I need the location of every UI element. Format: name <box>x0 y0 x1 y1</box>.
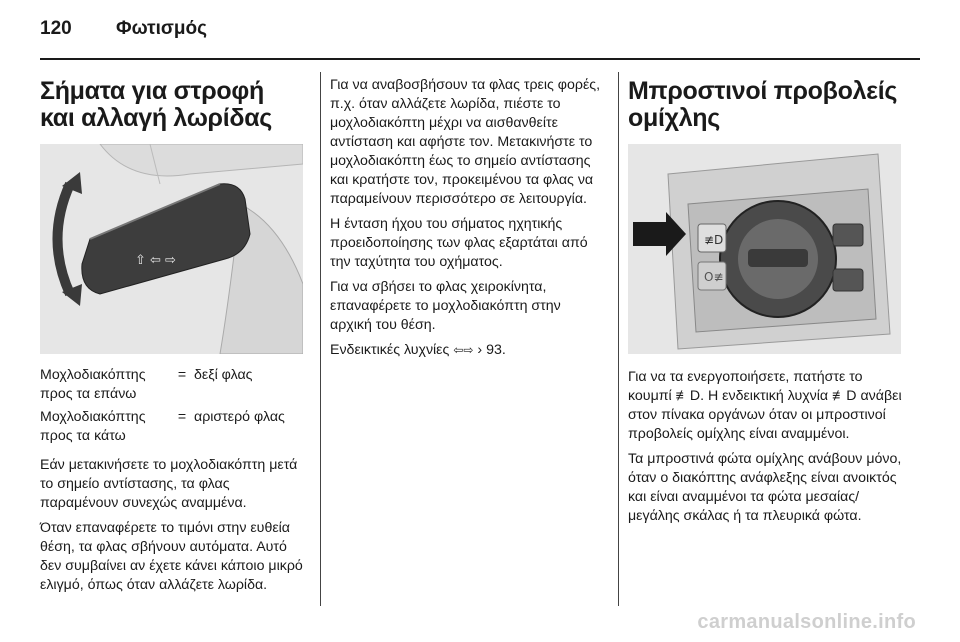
paragraph: Για να σβήσει το φλας χειροκίνητα, επαναφέρετε το μοχλοδιακόπτη στην αρχική του θέση. <box>330 279 561 333</box>
definition-separator: = <box>177 367 187 383</box>
page-number: 120 <box>40 18 72 39</box>
turn-signal-arrows-icon: ⇦⇨ <box>453 343 474 357</box>
definition-row <box>40 366 305 404</box>
page-reference-icon: › <box>477 342 483 358</box>
indicator-page-link[interactable]: 93. <box>486 342 506 358</box>
turn-signal-lever-figure <box>40 144 303 354</box>
paragraph: Η ένταση ήχου του σήματος ηχητικής προειδοποίησης των φλας εξαρτάται από την ταχύτητα του οχήματος. <box>330 216 588 270</box>
definition-separator: = <box>177 409 187 425</box>
front-fog-light-icon: ≢D <box>675 388 701 404</box>
indicator-reference <box>330 341 605 360</box>
watermark: carmanualsonline.info <box>697 611 916 633</box>
paragraph: Για να αναβοσβήσουν τα φλας τρεις φορές, π.χ. όταν αλλάζετε λωρίδα, πιέστε το μοχλοδιακόπτη μέχρι να αισθανθείτε αντίσταση και αφήστε τον. Μετακινήστε το μοχλοδιακόπτη έως το σημείο αντίστασης και κρατήστε τον, προκειμένου τα φλας να παραμείνουν περισσότερο σε λειτουργία. <box>330 77 601 207</box>
definition-row <box>40 408 305 446</box>
text-segment: ανάβει στον πίνακα οργάνων όταν οι μπροστινοί προβολείς ομίχλης είναι αναμμένοι. <box>628 388 902 442</box>
paragraph <box>628 368 903 444</box>
column-front-fog <box>628 72 903 532</box>
svg-text:≢D: ≢D <box>704 233 724 247</box>
definition-description: αριστερό φλας <box>194 409 285 425</box>
svg-text:O≢: O≢ <box>704 270 724 284</box>
turn-signal-lever-icon <box>40 144 303 354</box>
section-heading-front-fog: Μπροστινοί προβολείς ομίχλης <box>628 77 898 132</box>
definition-description: δεξί φλας <box>194 367 253 383</box>
light-switch-panel-icon <box>628 144 901 354</box>
paragraph: Τα μπροστινά φώτα ομίχλης ανάβουν μόνο, όταν ο διακόπτης ανάφλεξης είναι ανοικτός και είναι αναμμένοι τα φώτα μεσαίας/μεγάλης σκάλας ή τα πλευρικά φώτα. <box>628 451 902 524</box>
definition-term: Μοχλοδιακόπτης προς τα επάνω <box>40 367 146 402</box>
column-divider <box>618 72 619 606</box>
svg-text:⇧ ⇦ ⇨: ⇧ ⇦ ⇨ <box>135 253 176 268</box>
light-switch-figure <box>628 144 901 354</box>
definition-term: Μοχλοδιακόπτης προς τα κάτω <box>40 409 146 444</box>
chapter-title: Φωτισμός <box>116 18 207 39</box>
paragraph: Εάν μετακινήσετε το μοχλοδιακόπτη μετά το σημείο αντίστασης, τα φλας παραμένουν συνεχώς αναμμένα. <box>40 457 298 511</box>
text-segment: . Η ενδεικτική λυχνία <box>700 388 829 404</box>
text-segment: Για να τα ενεργοποιήσετε, πατήστε το κουμπί <box>628 369 863 404</box>
indicator-prefix: Ενδεικτικές λυχνίες <box>330 342 450 358</box>
definition-table <box>40 366 305 446</box>
column-turn-signals-cont <box>330 76 605 366</box>
column-turn-signals <box>40 72 305 601</box>
header-rule <box>40 58 920 60</box>
section-heading-turn-signals: Σήματα για στροφή και αλλαγή λωρίδας <box>40 77 272 132</box>
front-fog-light-icon: ≢D <box>832 388 857 404</box>
paragraph: Όταν επαναφέρετε το τιμόνι στην ευθεία θέση, τα φλας σβήνουν αυτόματα. Αυτό δεν συμβαίνει αν έχετε κάνει κάποιο μικρό ελιγμό, όπως όταν αλλάζετε λωρίδα. <box>40 520 303 593</box>
column-divider <box>320 72 321 606</box>
